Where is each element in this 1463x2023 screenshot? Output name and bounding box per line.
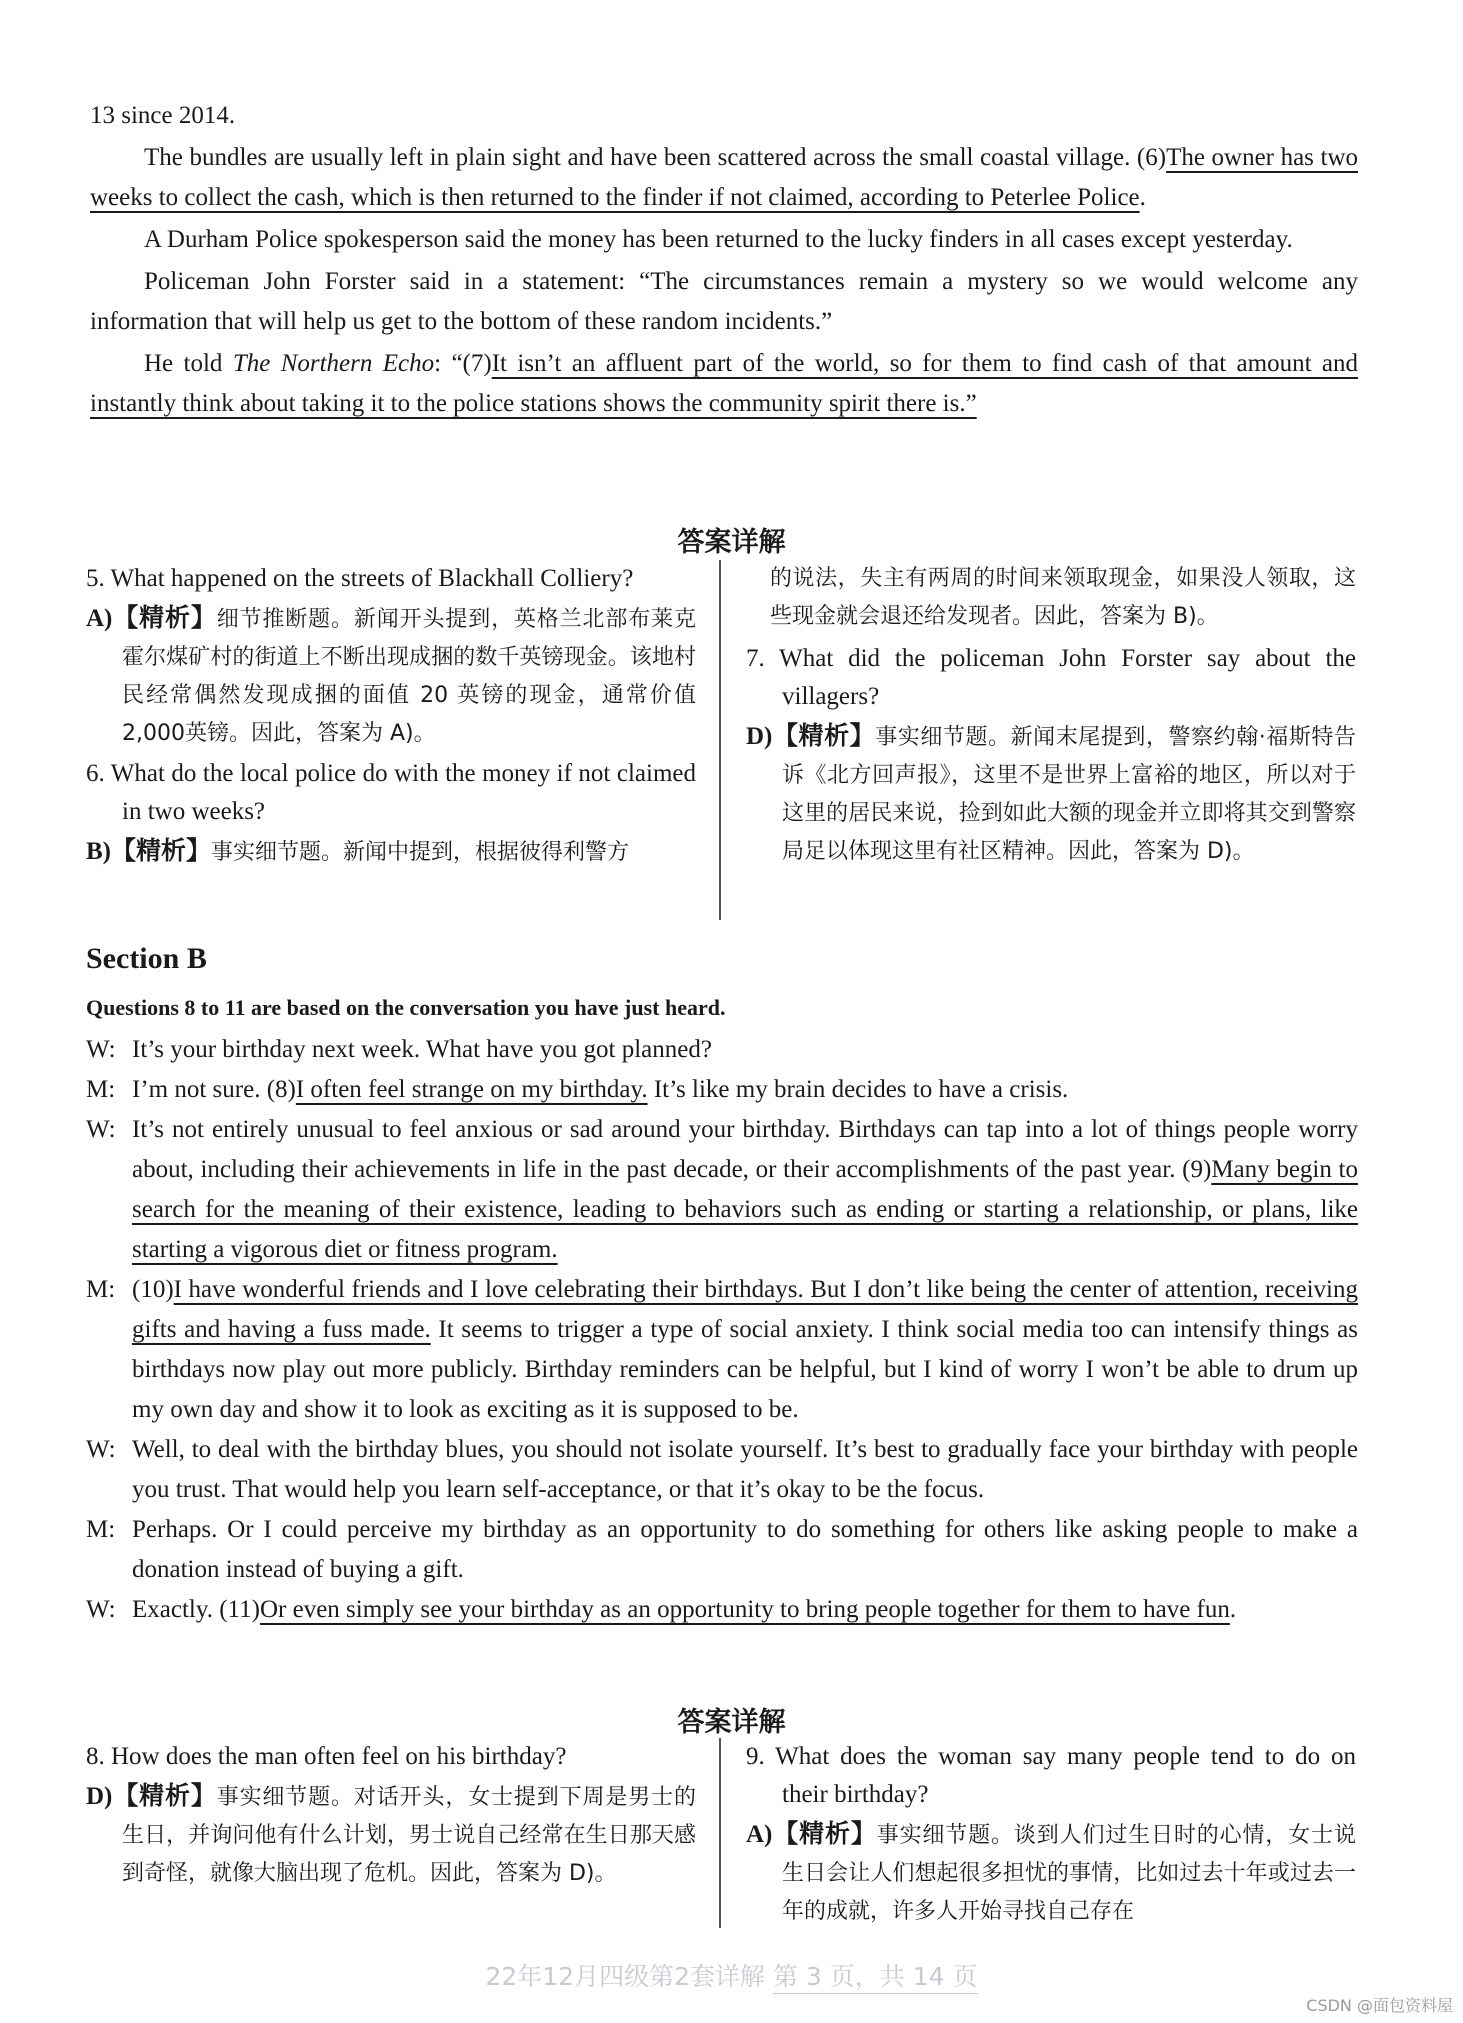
page-footer: [0, 1957, 1463, 1993]
underlined-answer-8: I often feel strange on my birthday.: [295, 1076, 648, 1103]
underlined-answer-6: The owner has two weeks to collect the cash, which is then returned to the finder if not claimed, according to Peterlee Police: [90, 144, 1358, 211]
speaker-label: M:: [86, 1516, 116, 1543]
answers-left-column-2: [86, 1738, 696, 1893]
answer-7: D)【精析】事实细节题。新闻末尾提到，警察约翰·福斯特告诉《北方回声报》，这里不是世界上富裕的地区，所以对于这里的居民来说，捡到如此大额的现金并立即将其交到警察局足以体现这里有社区精神。因此，答案为 D)。: [746, 723, 1356, 864]
speaker-label: M:: [86, 1076, 116, 1103]
dialog-line-3: W: It’s not entirely unusual to feel anxious or sad around your birthday. Birthdays can tap into a lot of things people worry about, including their achievements in life in the past decade, or their accomplishments of the past year. (9)Many begin to search for the meaning of their existence, leading to behaviors such as ending or starting a relationship, or plans, like starting a vigorous diet or fitness program.: [86, 1110, 1358, 1270]
answers-block-1: [86, 560, 1356, 920]
speaker-label: W:: [86, 1436, 116, 1463]
answers-block-2: [86, 1738, 1356, 1938]
answer-6-continued: 的说法，失主有两周的时间来领取现金，如果没人领取，这些现金就会退还给发现者。因此，答案为 B)。: [770, 566, 1356, 629]
answer-8-key: D)【精析】: [86, 1783, 217, 1810]
answers-right-column-2: [746, 1738, 1356, 1931]
footer-title: 22年12月四级第2套详解: [485, 1962, 766, 1991]
question-6: 6. What do the local police do with the money if not claimed in two weeks?: [86, 760, 696, 825]
underlined-answer-9: Many begin to search for the meaning of their existence, leading to behaviors such as ending or starting a relationship, or plans, like starting a vigorous diet or fitness program.: [132, 1156, 1358, 1263]
dialog-line-5: W: Well, to deal with the birthday blues, you should not isolate yourself. It’s best to gradually face your birthday with people you trust. That would help you learn self-acceptance, or that it’s okay to be the focus.: [86, 1430, 1358, 1510]
passage-line-0: 13 since 2014.: [90, 102, 236, 129]
csdn-watermark: CSDN @面包资料屋: [1306, 1996, 1453, 2015]
answer-heading-1: 答案详解: [677, 527, 786, 558]
answers-left-column: [86, 560, 696, 872]
speaker-label: W:: [86, 1116, 116, 1143]
underlined-answer-7: It isn’t an affluent part of the world, so for them to find cash of that amount and instantly think about taking it to the police stations shows the community spirit there is.”: [90, 350, 1359, 417]
answer-6: B)【精析】事实细节题。新闻中提到，根据彼得利警方: [86, 838, 630, 865]
question-8: 8. How does the man often feel on his birthday?: [86, 1743, 567, 1770]
question-9: 9. What does the woman say many people tend to do on their birthday?: [746, 1743, 1356, 1808]
answer-6-key: B)【精析】: [86, 838, 212, 865]
page-number: 第 3 页，共 14 页: [773, 1962, 978, 1994]
dialog-line-7: W: Exactly. (11)Or even simply see your birthday as an opportunity to bring people together for them to have fun.: [86, 1590, 1358, 1630]
answer-5: A)【精析】细节推断题。新闻开头提到，英格兰北部布莱克霍尔煤矿村的街道上不断出现成捆的数千英镑现金。该地村民经常偶然发现成捆的面值 20 英镑的现金，通常价值2,000英镑。因此，答案为 A)。: [86, 605, 696, 746]
question-5: 5. What happened on the streets of Blackhall Colliery?: [86, 565, 634, 592]
answer-9-key: A)【精析】: [746, 1821, 877, 1848]
column-divider-2: [719, 1738, 721, 1928]
section-b-subtitle: Questions 8 to 11 are based on the conversation you have just heard.: [86, 995, 726, 1020]
passage-paragraph-statement: Policeman John Forster said in a statement: “The circumstances remain a mystery so we would welcome any information that will help us get to the bottom of these random incidents.”: [90, 268, 1358, 335]
newspaper-title: The Northern Echo: [232, 350, 435, 377]
passage-paragraph-7: He told The Northern Echo: “(7)It isn’t an affluent part of the world, so for them to find cash of that amount and instantly think about taking it to the police stations shows the community spirit there is.”: [90, 350, 1359, 417]
dialog-line-1: W: It’s your birthday next week. What have you got planned?: [86, 1030, 1358, 1070]
underlined-answer-10: I have wonderful friends and I love celebrating their birthdays. But I don’t like being the center of attention, receiving gifts and having a fuss made.: [132, 1276, 1358, 1343]
answer-5-key: A)【精析】: [86, 605, 217, 632]
underlined-answer-11: Or even simply see your birthday as an opportunity to bring people together for them to have fun: [259, 1596, 1230, 1623]
answer-heading-2: 答案详解: [677, 1707, 786, 1738]
question-7: 7. What did the policeman John Forster say about the villagers?: [746, 645, 1356, 710]
answers-right-column: [746, 560, 1356, 871]
dialog-line-4: M: (10)I have wonderful friends and I love celebrating their birthdays. But I don’t like being the center of attention, receiving gifts and having a fuss made. It seems to trigger a type of social anxiety. I think social media too can intensify things as birthdays now play out more publicly. Birthday reminders can be helpful, but I kind of worry I won’t be able to drum up my own day and show it to look as exciting as it is supposed to be.: [86, 1270, 1358, 1430]
passage-paragraph-spokesperson: A Durham Police spokesperson said the money has been returned to the lucky finders in all cases except yesterday.: [144, 226, 1293, 253]
dialog-line-6: M: Perhaps. Or I could perceive my birthday as an opportunity to do something for others like asking people to make a donation instead of buying a gift.: [86, 1510, 1358, 1590]
speaker-label: W:: [86, 1036, 116, 1063]
answer-8: D)【精析】事实细节题。对话开头，女士提到下周是男士的生日，并询问他有什么计划，男士说自己经常在生日那天感到奇怪，就像大脑出现了危机。因此，答案为 D)。: [86, 1783, 696, 1886]
speaker-label: W:: [86, 1596, 116, 1623]
answer-7-key: D)【精析】: [746, 723, 876, 750]
column-divider-1: [719, 560, 721, 920]
speaker-label: M:: [86, 1276, 116, 1303]
conversation: [86, 1030, 1358, 1630]
section-b-title: Section B: [86, 942, 207, 975]
dialog-line-2: M: I’m not sure. (8)I often feel strange on my birthday. It’s like my brain decides to have a crisis.: [86, 1070, 1358, 1110]
passage-paragraph-6: The bundles are usually left in plain sight and have been scattered across the small coastal village. (6)The owner has two weeks to collect the cash, which is then returned to the finder if not claimed, according to Peterlee Police.: [90, 144, 1358, 211]
passage: [90, 96, 1358, 424]
answer-9: A)【精析】事实细节题。谈到人们过生日时的心情，女士说生日会让人们想起很多担忧的事情，比如过去十年或过去一年的成就，许多人开始寻找自己存在: [746, 1821, 1356, 1924]
